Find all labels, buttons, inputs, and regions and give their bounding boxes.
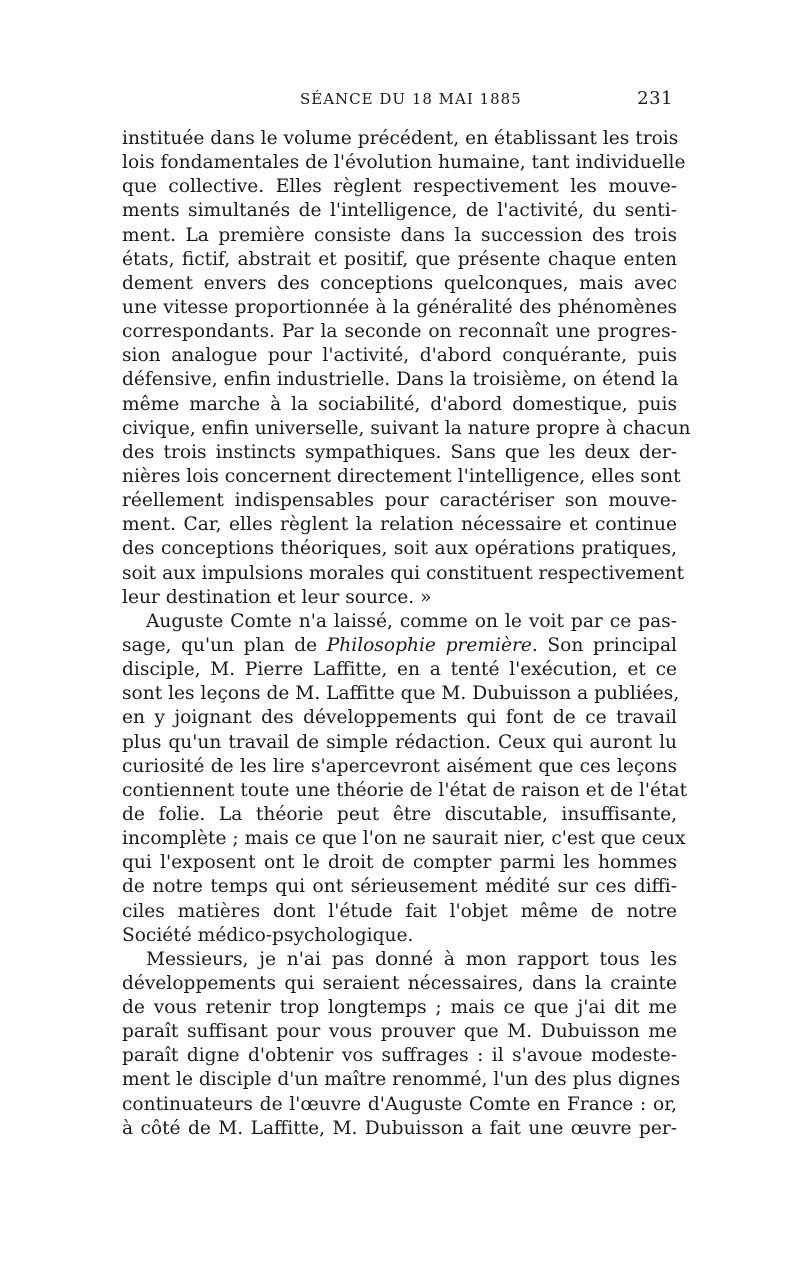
text-line: des conceptions théoriques, soit aux opérations pratiques, [122,538,677,560]
text-line: plus qu'un travail de simple rédaction. Ceux qui auront lu [122,731,677,753]
text-line: ments simultanés de l'intelligence, de l'activité, du senti- [122,200,677,222]
text-line: que collective. Elles règlent respectivement les mouve- [122,176,677,198]
italic-title: Philosophie première [326,634,532,656]
text-fragment: sage, qu'un plan de [122,634,327,656]
text-line: curiosité de les lire s'apercevront aisément que ces leçons [122,755,677,777]
text-line: en y joignant des développements qui font de ce travail [122,707,677,729]
text-line: civique, enfin universelle, suivant la nature propre à chacun [122,417,691,439]
text-line: lois fondamentales de l'évolution humaine, tant individuelle [122,152,686,174]
text-line: une vitesse proportionnée à la généralité des phénomènes [122,296,677,318]
text-line: ment. Car, elles règlent la relation nécessaire et continue [122,514,677,536]
text-line: de folie. La théorie peut être discutable, insuffisante, [122,803,677,825]
text-line: ment le disciple d'un maître renommé, l'un des plus dignes [122,1069,681,1091]
text-line-with-italic [122,634,677,658]
text-line: développements qui seraient nécessaires, dans la crainte [122,972,677,994]
text-line: contiennent toute une théorie de l'état de raison et de l'état [122,779,688,801]
text-line: de vous retenir trop longtemps ; mais ce que j'ai dit me [122,997,677,1019]
text-line: nières lois concernent directement l'intelligence, elles sont [122,465,681,487]
text-line: ciles matières dont l'étude fait l'objet même de notre [122,900,677,922]
text-line: même marche à la sociabilité, d'abord domestique, puis [122,393,677,415]
text-line: des trois instincts sympathiques. Sans que les deux der- [122,441,677,463]
text-line: Auguste Comte n'a laissé, comme on le voit par ce pas- [146,610,677,632]
text-line: leur destination et leur source. » [122,586,432,608]
text-line: sion analogue pour l'activité, d'abord conquérante, puis [122,345,677,367]
text-line: de notre temps qui ont sérieusement médité sur ces diffi- [122,876,677,898]
running-title: SÉANCE DU 18 MAI 1885 [300,90,522,108]
text-line: incomplète ; mais ce que l'on ne saurait nier, c'est que ceux [122,828,686,850]
text-line: qui l'exposent ont le droit de compter parmi les hommes [122,852,677,874]
body-text [122,127,691,1141]
text-line: défensive, enfin industrielle. Dans la troisième, on étend la [122,369,679,391]
text-line: à côté de M. Laffitte, M. Dubuisson a fait une œuvre per- [122,1117,677,1139]
text-line: ment. La première consiste dans la succession des trois [122,224,677,246]
text-line: disciple, M. Pierre Laffitte, en a tenté l'exécution, et ce [122,659,677,681]
text-line: Société médico-psychologique. [122,924,414,946]
text-line: états, fictif, abstrait et positif, que présente chaque enten [122,248,677,270]
running-head [122,90,677,114]
page-number: 231 [637,88,673,109]
text-line: réellement indispensables pour caractériser son mouve- [122,490,677,512]
text-line: paraît digne d'obtenir vos suffrages : il s'avoue modeste- [122,1045,677,1067]
text-line: soit aux impulsions morales qui constituent respectivement [122,562,685,584]
text-line: continuateurs de l'œuvre d'Auguste Comte en France : or, [122,1093,677,1115]
text-line: Messieurs, je n'ai pas donné à mon rapport tous les [146,948,677,970]
text-line: instituée dans le volume précédent, en établissant les trois [122,128,679,149]
text-line: paraît suffisant pour vous prouver que M. Dubuisson me [122,1021,677,1043]
text-line: dement envers des conceptions quelconques, mais avec [122,272,677,294]
text-line: sont les leçons de M. Laffitte que M. Dubuisson a publiées, [122,683,680,705]
text-line: correspondants. Par la seconde on reconnaît une progres- [122,321,677,343]
text-fragment: . Son principal [531,634,677,656]
